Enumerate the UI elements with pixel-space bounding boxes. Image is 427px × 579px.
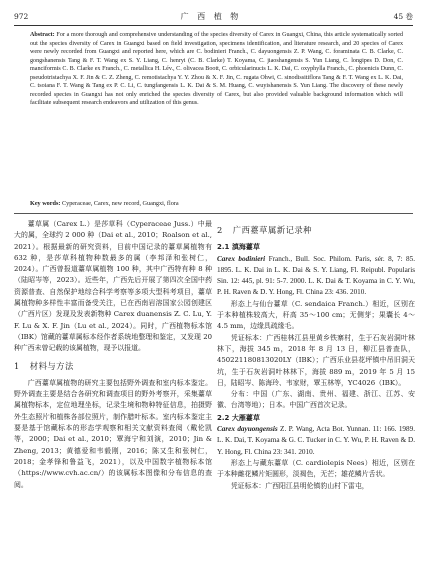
right-column [217, 219, 415, 492]
abstract-text: For a more thorough and comprehensive understanding of the species diversity of Carex in Guangxi, China, this article systematically sorted out the species diversity of Carex in Guangxi based on field investigation, specimens identification, and literature research, and 20 species of Carex were newly recorded from Guangxi and reported here, which are C. bodinieri Franch., C. dayuongensis Z. P. Wang, C. foraminata C. B. Clarke, C. gongshanensis Tang & F. T. Wang ex S. Y. Liang, C. henryi (C. B. Clarke) T. Koyama, C. jiaoshangensis S. Yun Liang, C. longipes D. Don, C. manciformis C. B. Clarke ex Franch., C. metallica H. Lév., C. olivacea Boott, C. orbicularinucis L. K. Dai, C. oxyphylla Franch., C. phoenicis Dunn, C. pseudotristachya X. F. Jin & C. Z. Zheng, C. remotistachya Y. Y. Zhou & X. F. Jin, C. rugata Ohwi, C. sinodissitiflora Tang & F. T. Wang ex L. K. Dai, C. tsoiana F. T. Wang & Tang ex P. C. Li, C. tungfangensis L. K. Dai & S. M. Huang, C. wuyishanensis S. Yun Liang. The discovery of these newly recorded species in Guangxi has not only enriched the species diversity of Carex, but also provided valuable background information which will facilitate subsequent research endeavors and utilization of this genus. [30, 32, 403, 107]
abstract-label: Abstract: [30, 32, 55, 38]
abstract-divider [14, 213, 413, 214]
page-number: 972 [14, 11, 29, 21]
section-heading-new-records [217, 225, 415, 236]
species-citation-1: Carex bodinieri Franch., Bull. Soc. Philom. Paris, sér. 8, 7: 85. 1895. L. K. Dai in L. K. Dai & S. Y. Liang, Fl. Reipubl. Popularis Sin. 12: 445, pl. 91: 5-7. 2000. L. K. Dai & T. Koyama in C. Y. Wu, P. H. Raven & D. Y. Hong, Fl. China 23: 436. 2010. [217, 254, 416, 297]
keywords [30, 200, 403, 207]
species-citation-2: Carex dayuongensis Z. P. Wang, Acta Bot. Yunnan. 11: 166. 1989. L. K. Dai, T. Koyama & G. C. Tucker in C. Y. Wu, P. H. Raven & D. Y. Hong, Fl. China 23: 341. 2010. [217, 425, 415, 456]
keywords-label: Key words: [30, 200, 61, 207]
running-header [14, 10, 413, 22]
methods-paragraph: 广西薹草属植物的研究主要包括野外调查和室内标本鉴定。野外调查主要是结合各研究和调查项目的野外考察开，采集薹草属植物标本，定位地理坐标，记录生境和物种特征信息，拍摄野外生态照片和植株各部位照片，制作腊叶标本。室内标本鉴定主要是基于馆藏标本的形态学观察和相关文献资料查阅（戴伦凯等，2000；Dai et al., 2010；覃海宁和刘演，2010；Jin & Zheng, 2013；黄德爱和韦毅刚，2016；陈又生和张树仁，2018；金孝锋和鲁益飞，2021），以及中国数字植物标本馆（https://www.cvh.ac.cn/）的该属标本图像和分布信息的查阅。 [14, 378, 212, 489]
species-distribution-1: 分布：中国（广东、湖南、贵州、福建、浙江、江苏、安徽、台湾等地）；日本。中国广西首次记录。 [217, 390, 415, 410]
species-specimen-1: 凭证标本：广西桂林江县里黄乡铁寨村，生于石灰岩洞叶林林下，海拔 345 m，2018 年 8 月 13 日，柳江县普查队，450221180813020LY（IBK）；广西乐业县花坪镇中吊旧洞天坑，生于石灰岩洞叶林林下，海拔 889 m，2019 年 5 月 15 日，陆昭岑、陈海玲、韦家财，覃玉林等，YC4026（IBK）。 [217, 333, 415, 387]
keywords-text: Cyperaceae, Carex, new record, Guangxi, flora [60, 200, 179, 207]
species-heading-1: 2.1 滇海薹草 [217, 243, 260, 252]
species-description-1: 形态上与仙台薹草（C. sendaica Franch.）相近，区别在于本种植株较高大，秆高 35～100 cm；无侧芽；果囊长 4～4.5 mm，边缘具疏缘毛。 [217, 299, 415, 331]
left-column [14, 219, 212, 491]
species-specimen-2: 凭证标本：广西阳江县明伦镇豹山村下雷屯， [230, 481, 369, 490]
species-description-2: 形态上与藏东薹草（C. cardiolepis Nees）相近，区别在于本种雌花鳞片矩圆形，淡褐色，无芒；雄花鳞片舌状。 [217, 458, 415, 479]
species-heading-2: 2.2 大雁薹草 [217, 413, 260, 422]
section-number: 1 [14, 360, 20, 371]
section-title: 广西薹草属新记录种 [232, 225, 312, 235]
intro-paragraph: 薹草属（Carex L.）是莎草科（Cyperaceae Juss.）中最大的属，全球约 2 000 种（Dai et al., 2010；Roalson et al., 2021）。根据最新的研究资料，目前中国记录的薹草属植物有 632 种，是莎草科植物种数最多的属（李邦泽和张树仁，2024）。广西曾报道薹草属植物 100 种，其中广西特有种 8 种（陆昭岑等，2023）。近些年，广西先后开展了第四次全国中药资源普查、自然保护地综合科学考察等多项大型科考项目，薹草属植物种多样性丰富而备受关注，已在西南岩溶国家公园创建区（广西片区）发现及发表新物种 Carex duanensis Z. C. Lu, Y. F. Lu & X. F. Jin（Lu et al., 2024）。同时，广西植物标本馆（IBK）馆藏的薹草属标本经作者系统地整理和鉴定，又发现 20 种广西未曾记载的该属植物，现予以报道。 [14, 220, 212, 353]
section-heading-methods [14, 361, 212, 372]
section-number: 2 [217, 225, 223, 235]
header-rule [14, 25, 413, 26]
section-title: 材料与方法 [29, 360, 74, 371]
volume-label: 45 卷 [393, 11, 413, 21]
abstract [30, 31, 403, 108]
journal-name: 广 西 植 物 [180, 11, 242, 21]
